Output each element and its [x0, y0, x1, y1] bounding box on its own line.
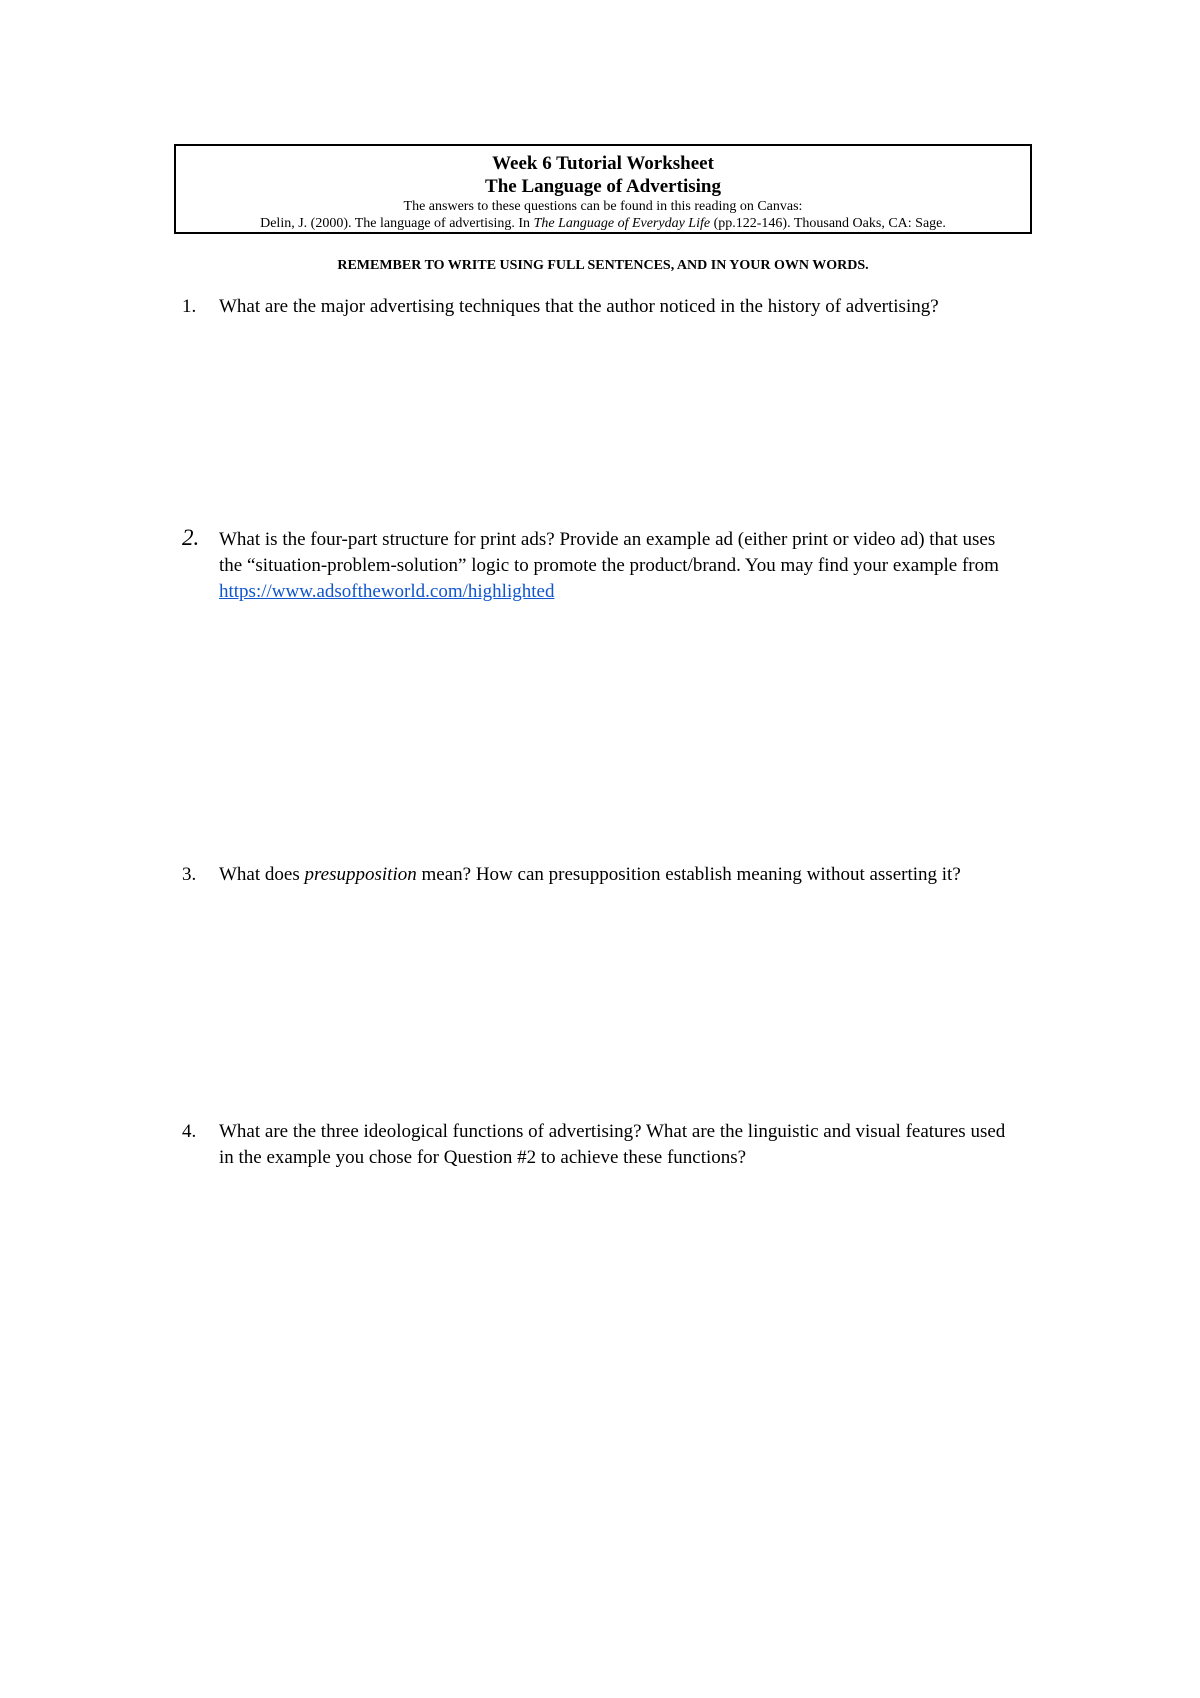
worksheet-title: Week 6 Tutorial Worksheet [492, 153, 714, 174]
question-1 [182, 294, 1032, 320]
question-3 [182, 862, 1032, 888]
question-text-body: What is the four-part structure for print ads? Provide an example ad (either print or video ad) that uses the “situation-problem-solution” logic to promote the product/brand. You may find your example from [219, 529, 999, 576]
reading-citation [176, 215, 1030, 232]
question-text: What are the major advertising techniques that the author noticed in the history of advertising? [219, 296, 939, 317]
question-term-presupposition: presupposition [304, 864, 417, 885]
question-number: 3. [182, 864, 197, 885]
question-number: 1. [182, 296, 197, 317]
worksheet-header-box [174, 144, 1032, 234]
citation-suffix: (pp.122-146). Thousand Oaks, CA: Sage. [710, 216, 946, 231]
reading-note: The answers to these questions can be found in this reading on Canvas: [403, 199, 803, 214]
question-number: 2. [182, 525, 200, 550]
question-text-post: mean? How can presupposition establish meaning without asserting it? [416, 864, 961, 885]
question-2 [182, 527, 1032, 605]
ads-of-the-world-link[interactable]: https://www.adsoftheworld.com/highlighted [219, 581, 555, 602]
question-4 [182, 1119, 1032, 1171]
question-text [219, 862, 1019, 888]
writing-reminder: REMEMBER TO WRITE USING FULL SENTENCES, AND IN YOUR OWN WORDS. [337, 258, 869, 273]
worksheet-subtitle: The Language of Advertising [485, 176, 721, 197]
question-text [219, 527, 1019, 605]
question-number: 4. [182, 1121, 197, 1142]
question-text-pre: What does [219, 864, 305, 885]
citation-book-title: The Language of Everyday Life [533, 216, 711, 231]
citation-prefix: Delin, J. (2000). The language of advertising. In [260, 216, 534, 231]
question-text: What are the three ideological functions of advertising? What are the linguistic and visual features used in the example you chose for Question #2 to achieve these functions? [219, 1121, 1006, 1168]
